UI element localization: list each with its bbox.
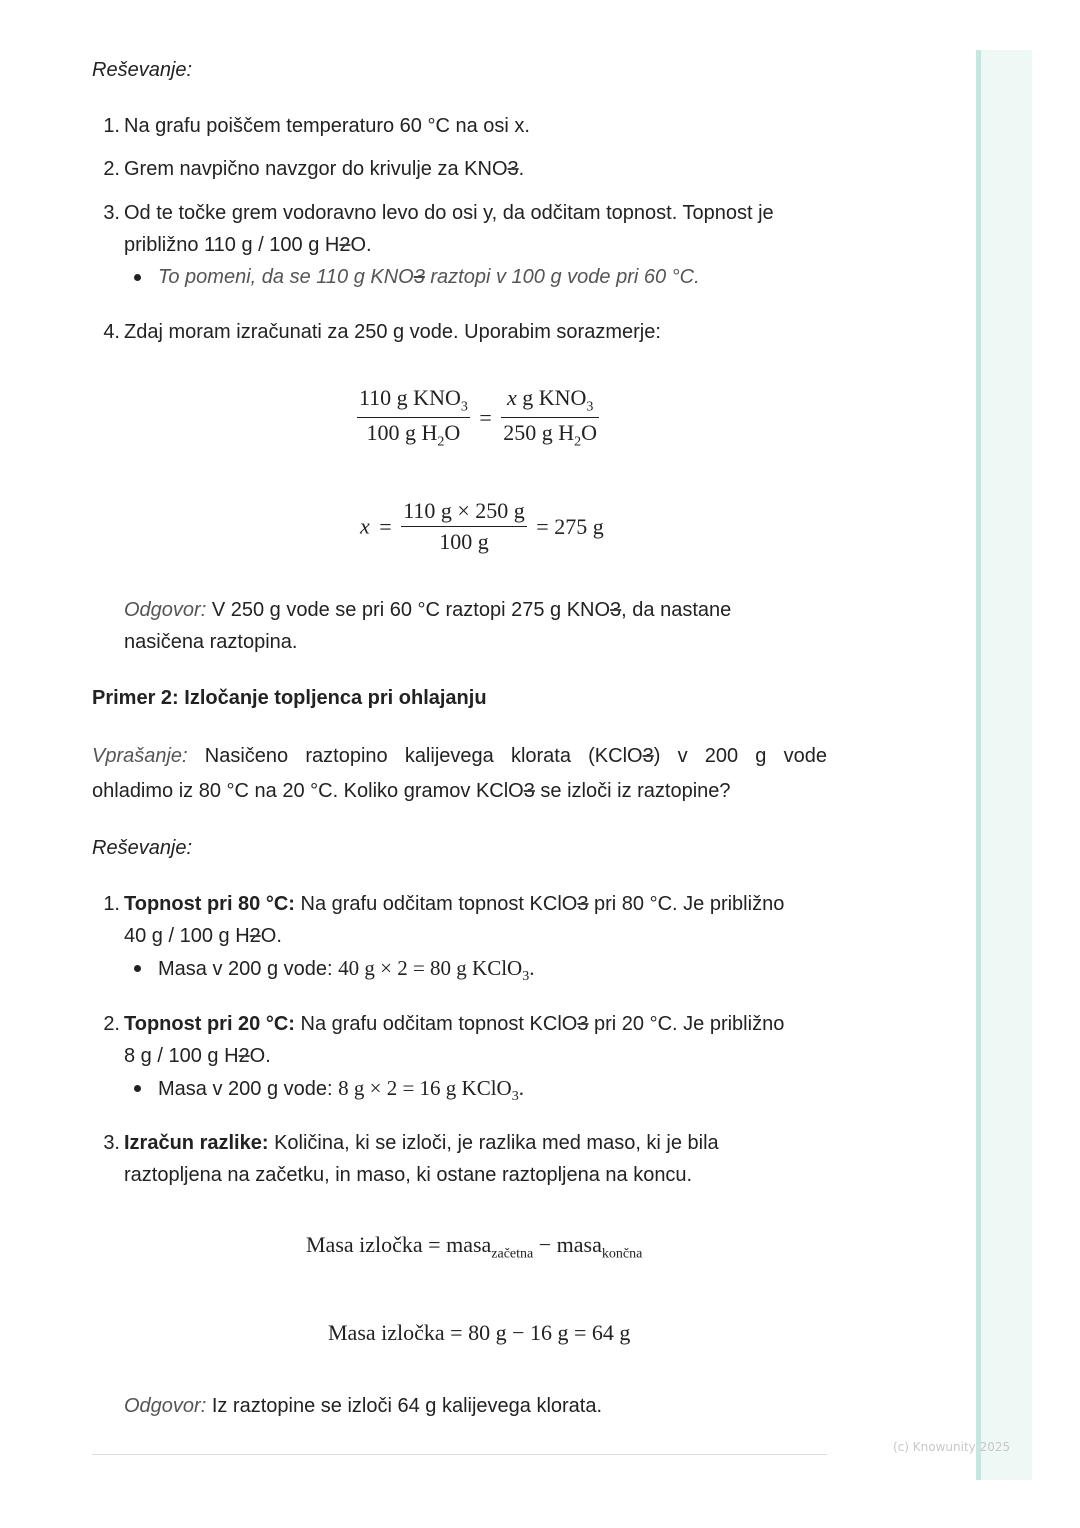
list-text: Od te točke grem vodoravno levo do osi y, da odčitam topnost. Topnost je: [124, 202, 774, 224]
answer-paragraph: Odgovor: V 250 g vode se pri 60 °C raztopi 275 g KNO3, da nastane nasičena raztopina.: [124, 599, 732, 653]
list-text: Zdaj moram izračunati za 250 g vode. Uporabim sorazmerje:: [124, 321, 661, 343]
calculation-equation: x = $\frac{110 g \times 250 g}{100 g}$ = 275 g: [360, 498, 604, 554]
list-number: 3.: [103, 1132, 120, 1154]
bullet-dot: [134, 1085, 141, 1092]
fraction: $\frac{110 g KNO_3}{100 g H_2O}$: [359, 385, 468, 450]
bullet-text: Masa v 200 g vode: 8 g × 2 = 16 g KClO$_3$.: [158, 1076, 524, 1105]
bullet-dot: [134, 274, 141, 281]
list-number: 2.: [103, 158, 120, 180]
list-text: Na grafu poiščem temperaturo 60 °C na osi x.: [124, 115, 530, 137]
sidebar-accent-line: [976, 50, 981, 1480]
list-text-line2: približno 110 g / 100 g H2O.: [124, 234, 372, 256]
fraction: $\frac{x g KNO_3}{250 g H_2O}$: [503, 385, 598, 450]
bullet-text: To pomeni, da se 110 g KNO3 raztopi v 100 g vode pri 60 °C.: [158, 266, 700, 288]
proportion-equation: $\frac{110 g KNO_3}{100 g H_2O}$ = $\frac{x g KNO_3}{250 g H_2O}$: [359, 385, 598, 450]
formula-equation: Masa izločka = masa$_{začetna}$ − masa$_{končna}$: [306, 1232, 643, 1262]
section-heading: Primer 2: Izločanje topljenca pri ohlajanju: [92, 687, 487, 709]
list-number: 2.: [103, 1013, 120, 1035]
bullet-dot: [134, 965, 141, 972]
list-number: 3.: [103, 202, 120, 224]
result-equation: Masa izločka = 80 g − 16 g = 64 g: [328, 1320, 631, 1345]
list-number: 4.: [103, 321, 120, 343]
right-sidebar: [976, 50, 1032, 1480]
bullet-text: Masa v 200 g vode: 40 g × 2 = 80 g KClO$_3$.: [158, 956, 535, 985]
solution-label: Reševanje:: [92, 59, 193, 81]
fraction: $\frac{110 g \times 250 g}{100 g}$: [403, 498, 525, 554]
list-text-line2: 40 g / 100 g H2O.: [124, 925, 282, 947]
list-number: 1.: [103, 115, 120, 137]
list-text-line2: raztopljena na začetku, in maso, ki ostane raztopljena na koncu.: [124, 1164, 693, 1186]
question-paragraph: Vprašanje: Nasičeno raztopino kalijevega klorata (KClO3) v 200 g vode ohladimo iz 80 °C na 20 °C. Koliko gramov KClO3 se izloči iz raztopine?: [92, 745, 827, 802]
copyright-watermark: (c) Knowunity 2025: [893, 1440, 1011, 1454]
list-text: Izračun razlike: Količina, ki se izloči, je razlika med maso, ki je bila: [124, 1132, 719, 1154]
list-number: 1.: [103, 893, 120, 915]
list-text: Grem navpično navzgor do krivulje za KNO3.: [124, 158, 525, 180]
list-text-line2: 8 g / 100 g H2O.: [124, 1045, 271, 1067]
list-text: Topnost pri 20 °C: Na grafu odčitam topnost KClO3 pri 20 °C. Je približno: [124, 1013, 785, 1035]
footer-divider: [92, 1454, 827, 1455]
solution-label: Reševanje:: [92, 837, 193, 859]
list-text: Topnost pri 80 °C: Na grafu odčitam topnost KClO3 pri 80 °C. Je približno: [124, 893, 785, 915]
answer-paragraph: Odgovor: Iz raztopine se izloči 64 g kalijevega klorata.: [124, 1395, 603, 1417]
